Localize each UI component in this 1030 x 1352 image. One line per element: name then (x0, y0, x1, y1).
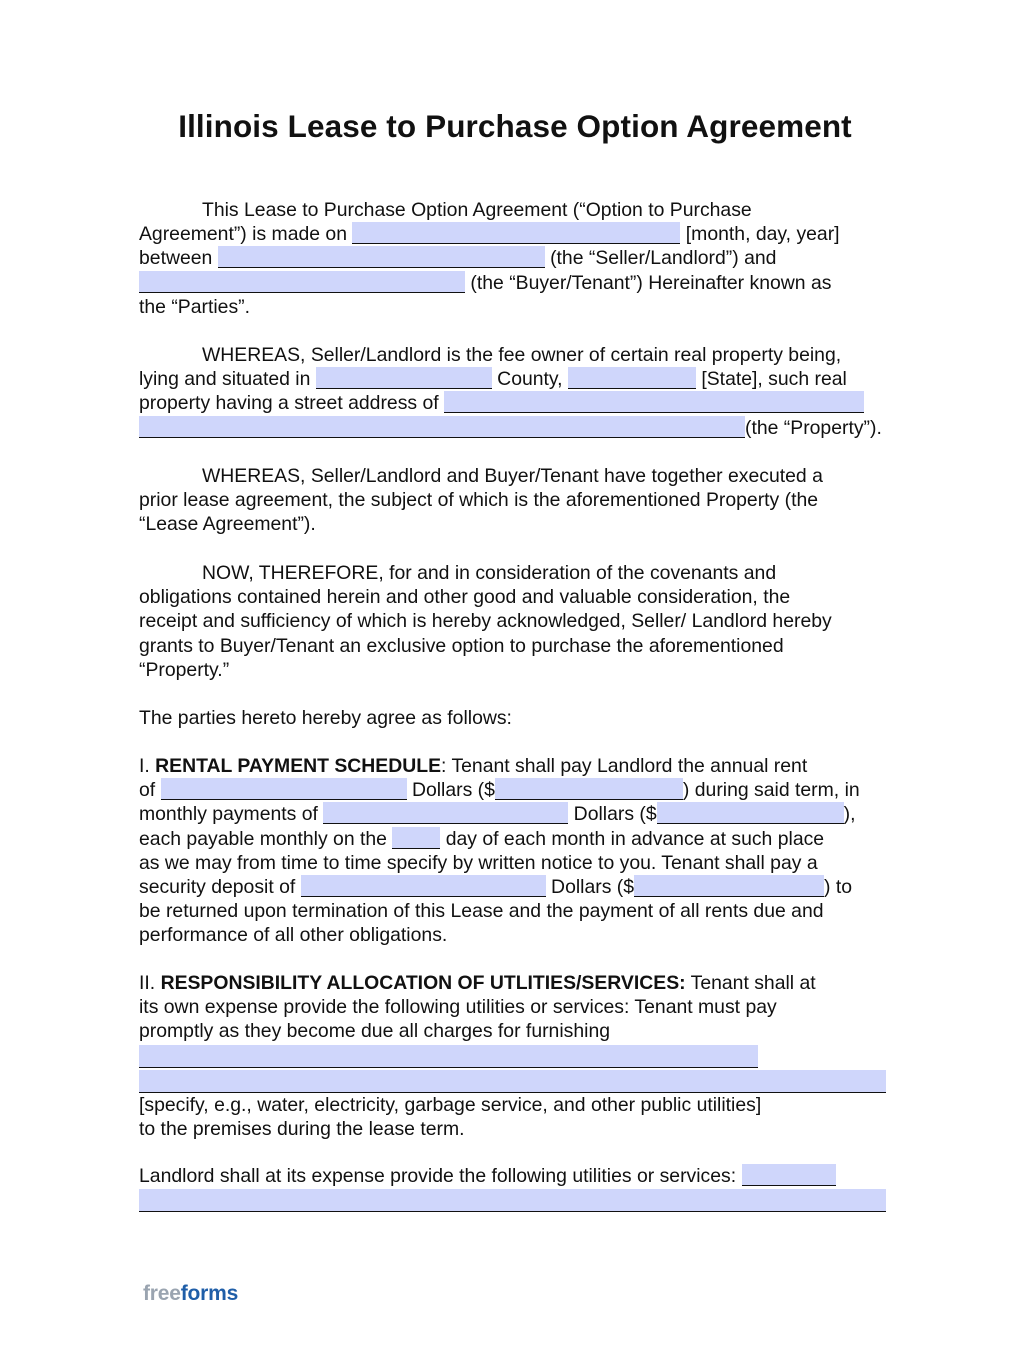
section1-line-3a: monthly payments of (139, 803, 324, 826)
security-deposit-words-field[interactable] (301, 875, 546, 897)
section2-heading: RESPONSIBILITY ALLOCATION OF UTLITIES/SERVICES: (160, 972, 686, 994)
date-field[interactable] (352, 222, 680, 244)
security-deposit-amount-field[interactable] (634, 875, 824, 897)
intro-line-5: the “Parties”. (139, 295, 250, 318)
section1-heading: RENTAL PAYMENT SCHEDULE (155, 755, 442, 777)
annual-rent-words-field[interactable] (161, 778, 407, 800)
whereas1-line-4: (the “Property”). (745, 416, 882, 439)
intro-line-4: (the “Buyer/Tenant”) Hereinafter known as (465, 271, 832, 294)
whereas2-line-2: prior lease agreement, the subject of which is the aforementioned Property (the (139, 489, 819, 512)
section-utilities (139, 971, 899, 1141)
now-therefore-line-1: NOW, THEREFORE, for and in consideration of the covenants and (202, 562, 777, 584)
whereas1-line-3: property having a street address of (139, 392, 445, 415)
agree-line: The parties hereto hereby agree as follows: (139, 707, 512, 729)
freeforms-logo (143, 1282, 238, 1306)
section1-number: I. (139, 755, 156, 777)
intro-line-2b: [month, day, year] (680, 223, 840, 246)
section2-line-5: to the premises during the lease term. (139, 1117, 465, 1140)
logo-forms-text: forms (180, 1282, 239, 1305)
section1-line-4a: each payable monthly on the (139, 827, 393, 850)
monthly-payment-amount-field[interactable] (657, 802, 844, 824)
intro-paragraph (139, 198, 899, 319)
section1-line-3b: Dollars ($ (568, 803, 657, 826)
section1-line-1: : Tenant shall pay Landlord the annual rent (441, 755, 808, 777)
section1-line-7: be returned upon termination of this Lease and the payment of all rents due and (139, 900, 824, 923)
section1-line-6a: security deposit of (139, 876, 301, 899)
section1-line-2c: ) during said term, in (682, 779, 860, 802)
whereas2-line-3: “Lease Agreement”). (139, 513, 316, 536)
landlord-services-field-1[interactable] (742, 1164, 836, 1186)
intro-line-3a: between (139, 247, 218, 270)
document-title: Illinois Lease to Purchase Option Agreement (178, 108, 852, 144)
section2-number: II. (139, 972, 161, 994)
logo-free-text: free (143, 1282, 181, 1305)
section1-line-3c: ), (843, 803, 856, 826)
street-address-field[interactable] (444, 391, 864, 413)
whereas1-line-2b: County, (491, 368, 568, 391)
whereas1-line-1: WHEREAS, Seller/Landlord is the fee owner of certain real property being, (202, 344, 842, 366)
whereas1-line-2c: [State], such real (695, 368, 847, 391)
section1-line-6b: Dollars ($ (545, 876, 635, 899)
now-therefore-line-4: grants to Buyer/Tenant an exclusive option to purchase the aforementioned (139, 634, 784, 657)
section1-line-2b: Dollars ($ (406, 779, 495, 802)
whereas1-line-2a: lying and situated in (139, 368, 316, 391)
whereas-paragraph-1 (139, 343, 899, 440)
section1-line-4b: day of each month in advance at such place (440, 827, 825, 850)
county-field[interactable] (316, 367, 492, 389)
tenant-utilities-field-1[interactable] (139, 1045, 758, 1068)
section2-line-2: its own expense provide the following utilities or services: Tenant must pay (139, 996, 777, 1019)
section2-line-1: Tenant shall at (685, 972, 816, 994)
agree-paragraph (139, 706, 899, 730)
buyer-name-field[interactable] (139, 271, 465, 293)
whereas-paragraph-2 (139, 464, 899, 537)
section1-line-6c: ) to (824, 876, 853, 899)
now-therefore-line-2: obligations contained herein and other good and valuable consideration, the (139, 586, 791, 609)
annual-rent-amount-field[interactable] (495, 778, 683, 800)
intro-line-3b: (the “Seller/Landlord”) and (544, 247, 777, 270)
section1-line-2a: of (139, 779, 161, 802)
landlord-services-line: Landlord shall at its expense provide the following utilities or services: (139, 1165, 742, 1187)
now-therefore-paragraph (139, 561, 899, 682)
monthly-payment-words-field[interactable] (323, 802, 568, 824)
landlord-services-field-2[interactable] (139, 1189, 886, 1212)
state-field[interactable] (568, 367, 696, 389)
now-therefore-line-3: receipt and sufficiency of which is hereby acknowledged, Seller/ Landlord hereby (139, 610, 832, 633)
whereas2-line-1: WHEREAS, Seller/Landlord and Buyer/Tenant have together executed a (202, 465, 823, 487)
section-rental-payment (139, 754, 899, 948)
section2-line-3: promptly as they become due all charges for furnishing (139, 1020, 611, 1043)
seller-name-field[interactable] (218, 246, 545, 268)
intro-line-2a: Agreement”) is made on (139, 223, 353, 246)
intro-line-1: This Lease to Purchase Option Agreement (“Option to Purchase (202, 199, 752, 221)
section2-line-4: [specify, e.g., water, electricity, garbage service, and other public utilities] (139, 1093, 762, 1116)
now-therefore-line-5: “Property.” (139, 658, 230, 681)
tenant-utilities-field-2[interactable] (139, 1070, 886, 1093)
street-address-field-2[interactable] (139, 416, 745, 438)
section1-line-5: as we may from time to time specify by written notice to you. Tenant shall pay a (139, 851, 818, 874)
section1-line-8: performance of all other obligations. (139, 924, 448, 947)
payment-day-field[interactable] (392, 827, 440, 849)
landlord-services-paragraph (139, 1164, 899, 1212)
